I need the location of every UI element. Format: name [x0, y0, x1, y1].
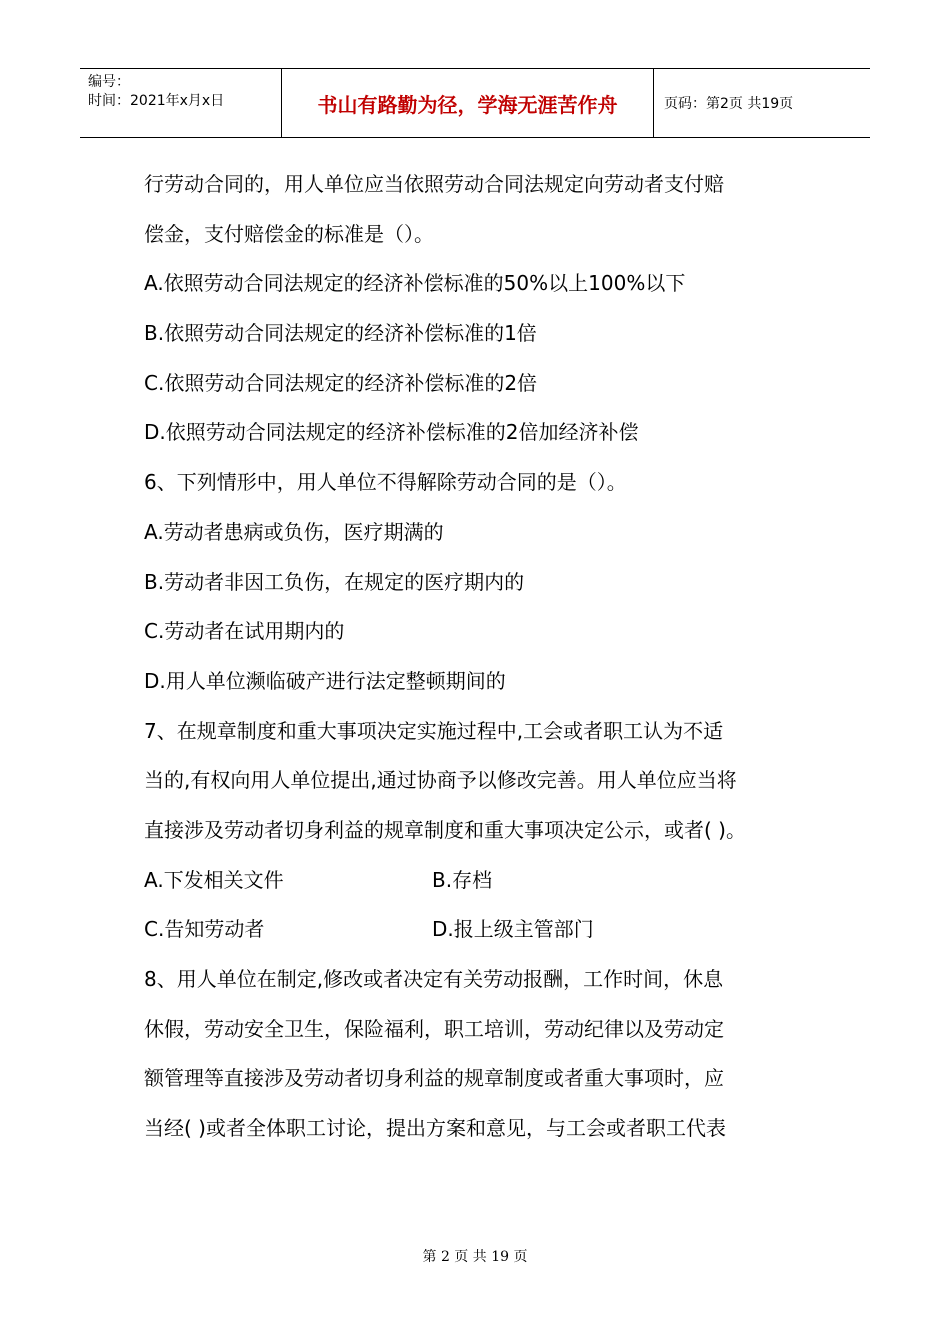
q5-option-b: B.依照劳动合同法规定的经济补偿标准的1倍: [144, 321, 537, 346]
header-meta: [80, 69, 282, 137]
q7-options-row-1: [144, 856, 834, 906]
q7-option-a: A.下发相关文件: [144, 867, 284, 892]
question-7-line-1: 7、在规章制度和重大事项决定实施过程中,工会或者职工认为不适: [144, 718, 724, 743]
q7-option-c: C.告知劳动者: [144, 917, 265, 942]
header-motto: 书山有路勤为径，学海无涯苦作舟: [282, 69, 654, 137]
page-footer: 第 2 页 共 19 页: [422, 1249, 528, 1265]
q7-option-b: B.存档: [432, 867, 493, 892]
question-8-line-4: 当经( )或者全体职工讨论，提出方案和意见，与工会或者职工代表: [144, 1116, 726, 1141]
q6-option-b: B.劳动者非因工负伤，在规定的医疗期内的: [144, 569, 525, 594]
question-6: 6、下列情形中，用人单位不得解除劳动合同的是（）。: [144, 470, 627, 495]
question-5-continuation-line-1: 行劳动合同的，用人单位应当依照劳动合同法规定向劳动者支付赔: [144, 172, 724, 196]
q5-option-c: C.依照劳动合同法规定的经济补偿标准的2倍: [144, 370, 538, 395]
q5-option-d: D.依照劳动合同法规定的经济补偿标准的2倍加经济补偿: [144, 420, 639, 445]
question-8-line-1: 8、用人单位在制定,修改或者决定有关劳动报酬，工作时间，休息: [144, 967, 724, 991]
q5-option-a: A.依照劳动合同法规定的经济补偿标准的50%以上100%以下: [144, 271, 686, 296]
q7-options-row-2: [144, 905, 834, 955]
q7-option-d: D.报上级主管部门: [432, 917, 594, 942]
header-page-info: 页码：第2页 共19页: [664, 96, 794, 112]
question-7-line-3: 直接涉及劳动者切身利益的规章制度和重大事项决定公示，或者( )。: [144, 817, 746, 842]
question-7-line-2: 当的,有权向用人单位提出,通过协商予以修改完善。用人单位应当将: [144, 768, 737, 793]
q6-option-a: A.劳动者患病或负伤，医疗期满的: [144, 519, 444, 544]
time-label: 时间：2021年x月x日: [88, 93, 225, 109]
q6-option-c: C.劳动者在试用期内的: [144, 619, 345, 644]
number-label: 编号：: [88, 74, 130, 90]
question-5-continuation-line-2: 偿金，支付赔偿金的标准是（）。: [144, 221, 434, 246]
q6-option-d: D.用人单位濒临破产进行法定整顿期间的: [144, 668, 506, 693]
page-header: [80, 68, 870, 138]
question-8-line-2: 休假，劳动安全卫生，保险福利，职工培训，劳动纪律以及劳动定: [144, 1016, 724, 1041]
question-8-line-3: 额管理等直接涉及劳动者切身利益的规章制度或者重大事项时，应: [144, 1066, 724, 1091]
document-body: [144, 160, 834, 1154]
